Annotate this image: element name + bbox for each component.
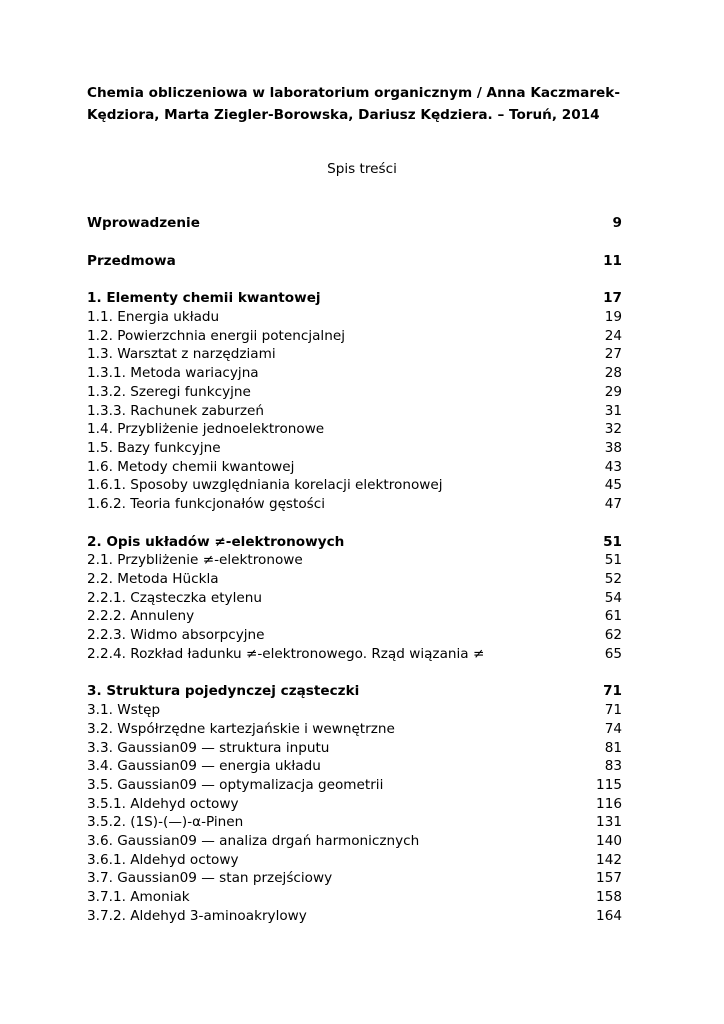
toc-entry-page: 116: [596, 795, 622, 812]
toc-row: [87, 645, 622, 664]
toc-row: [87, 813, 622, 832]
toc-chapter-page: 51: [603, 533, 622, 550]
toc-row: [87, 851, 622, 870]
toc-entry-title: 3.4. Gaussian09 — energia układu: [87, 758, 321, 775]
toc-entry-title: 3.7. Gaussian09 — stan przejściowy: [87, 870, 333, 887]
toc-entry-page: 54: [604, 589, 622, 606]
toc-entry-title: 1.6.1. Sposoby uwzględniania korelacji elektronowej: [87, 477, 443, 494]
toc-entry-title: Przedmowa: [87, 252, 176, 269]
toc-chapter-title: 2. Opis układów ≠-elektronowych: [87, 533, 345, 550]
citation-header: Chemia obliczeniowa w laboratorium organicznym / Anna Kaczmarek-Kędziora, Marta Ziegler-Borowska, Dariusz Kędziera. – Toruń, 2014: [87, 85, 620, 123]
toc-row: [87, 458, 622, 477]
chapter-2-entries: [87, 551, 622, 663]
toc-entry-title: 1.3.3. Rachunek zaburzeń: [87, 402, 264, 419]
toc-entry-page: 38: [604, 439, 622, 456]
toc-entry-title: 3.5. Gaussian09 — optymalizacja geometrii: [87, 776, 384, 793]
toc-row-chapter-3: [87, 682, 622, 701]
toc-row: [87, 626, 622, 645]
toc-entry-title: 1.3. Warsztat z narzędziami: [87, 346, 276, 363]
toc-row: [87, 795, 622, 814]
toc-entry-title: 3.5.2. (1S)-(—)-α-Pinen: [87, 814, 244, 831]
toc-entry-title: 2.2.2. Annuleny: [87, 608, 195, 625]
toc-entry-title: 2.2.3. Widmo absorpcyjne: [87, 627, 265, 644]
toc-row: [87, 495, 622, 514]
toc-entry-page: 47: [604, 495, 622, 512]
toc-entry-page: 32: [604, 421, 622, 438]
table-of-contents: [87, 214, 622, 925]
toc-chapter-title: 1. Elementy chemii kwantowej: [87, 290, 321, 307]
toc-row-introduction: [87, 214, 622, 233]
toc-entry-page: 11: [603, 252, 622, 269]
toc-entry-title: 1.6.2. Teoria funkcjonałów gęstości: [87, 495, 325, 512]
toc-entry-title: 1.2. Powierzchnia energii potencjalnej: [87, 327, 345, 344]
chapter-3-entries: [87, 701, 622, 925]
toc-entry-page: 28: [604, 365, 622, 382]
toc-row: [87, 420, 622, 439]
toc-row: [87, 701, 622, 720]
toc-entry-title: 3.1. Wstęp: [87, 702, 161, 719]
chapter-1-entries: [87, 308, 622, 514]
toc-row: [87, 832, 622, 851]
toc-row: [87, 345, 622, 364]
toc-row: [87, 739, 622, 758]
toc-entry-title: 1.3.2. Szeregi funkcyjne: [87, 383, 251, 400]
toc-entry-page: 115: [596, 776, 622, 793]
toc-row: [87, 720, 622, 739]
toc-entry-page: 19: [604, 309, 622, 326]
toc-row: [87, 383, 622, 402]
toc-entry-title: Wprowadzenie: [87, 215, 200, 231]
toc-entry-page: 81: [604, 739, 622, 756]
toc-entry-title: 1.6. Metody chemii kwantowej: [87, 458, 295, 475]
toc-entry-page: 61: [604, 608, 622, 625]
toc-row-chapter-1: [87, 289, 622, 308]
toc-entry-title: 3.3. Gaussian09 — struktura inputu: [87, 739, 330, 756]
toc-chapter-page: 71: [603, 683, 622, 700]
toc-entry-page: 9: [612, 215, 622, 231]
toc-entry-title: 2.2.1. Cząsteczka etylenu: [87, 589, 262, 606]
toc-entry-title: 3.6. Gaussian09 — analiza drgań harmonicznych: [87, 832, 420, 849]
toc-entry-title: 1.3.1. Metoda wariacyjna: [87, 365, 259, 382]
toc-entry-page: 45: [604, 477, 622, 494]
toc-entry-title: 3.5.1. Aldehyd octowy: [87, 795, 239, 812]
toc-row: [87, 476, 622, 495]
toc-entry-title: 3.6.1. Aldehyd octowy: [87, 851, 239, 868]
toc-entry-page: 74: [604, 720, 622, 737]
toc-row-chapter-2: [87, 533, 622, 552]
toc-row-preface: [87, 252, 622, 271]
toc-entry-title: 2.2.4. Rozkład ładunku ≠-elektronowego. Rząd wiązania ≠: [87, 645, 485, 662]
toc-entry-page: 31: [604, 402, 622, 419]
toc-chapter-title: 3. Struktura pojedynczej cząsteczki: [87, 683, 360, 700]
toc-chapter-page: 17: [603, 290, 622, 307]
toc-row: [87, 907, 622, 926]
toc-entry-title: 1.4. Przybliżenie jednoelektronowe: [87, 421, 325, 438]
toc-entry-page: 142: [596, 851, 622, 868]
toc-entry-title: 1.1. Energia układu: [87, 309, 220, 326]
toc-row: [87, 570, 622, 589]
toc-entry-title: 2.2. Metoda Hückla: [87, 571, 219, 587]
toc-entry-page: 52: [604, 571, 622, 587]
toc-entry-page: 157: [596, 870, 622, 887]
toc-entry-page: 62: [604, 627, 622, 644]
toc-row: [87, 888, 622, 907]
toc-entry-page: 158: [596, 889, 622, 905]
toc-entry-page: 164: [596, 907, 622, 924]
toc-row: [87, 776, 622, 795]
toc-entry-title: 3.7.1. Amoniak: [87, 889, 190, 905]
toc-title: Spis treści: [327, 161, 397, 177]
toc-row: [87, 551, 622, 570]
toc-row: [87, 757, 622, 776]
toc-row: [87, 439, 622, 458]
toc-entry-title: 3.2. Współrzędne kartezjańskie i wewnętrzne: [87, 720, 395, 737]
toc-row: [87, 327, 622, 346]
toc-row: [87, 308, 622, 327]
toc-entry-page: 29: [604, 383, 622, 400]
toc-entry-page: 65: [604, 645, 622, 662]
toc-row: [87, 869, 622, 888]
toc-entry-title: 3.7.2. Aldehyd 3-aminoakrylowy: [87, 907, 307, 924]
toc-row: [87, 364, 622, 383]
toc-entry-page: 140: [596, 832, 622, 849]
toc-entry-page: 71: [604, 702, 622, 719]
toc-row: [87, 607, 622, 626]
toc-entry-page: 24: [604, 327, 622, 344]
toc-row: [87, 589, 622, 608]
toc-entry-title: 1.5. Bazy funkcyjne: [87, 439, 221, 456]
toc-entry-page: 131: [596, 814, 622, 831]
toc-entry-page: 51: [604, 552, 622, 569]
toc-entry-title: 2.1. Przybliżenie ≠-elektronowe: [87, 552, 303, 569]
toc-entry-page: 83: [604, 758, 622, 775]
toc-row: [87, 402, 622, 421]
toc-entry-page: 27: [604, 346, 622, 363]
toc-entry-page: 43: [604, 458, 622, 475]
